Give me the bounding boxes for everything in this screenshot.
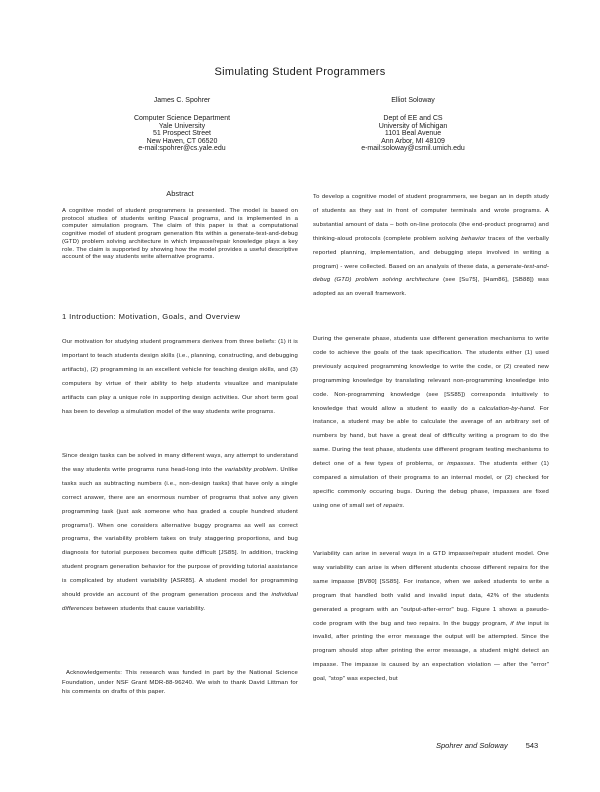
body-paragraph (313, 333, 549, 514)
affiliation-line: University of Michigan (378, 122, 448, 130)
affiliation-line: 1101 Beal Avenue (384, 130, 442, 138)
affiliation-line: New Haven, CT 06520 (146, 137, 218, 145)
affiliation-line: 51 Prospect Street (153, 130, 211, 138)
italic-text: generate-test-and-debug (GTD) problem solving architecture (313, 263, 549, 284)
text-run: input is invalid, after printing the error message the output will be attempted. Since the program should stop after printing the error message, a student might detect an impasse. The impasse is caused by an expectation violation — after the "error" goal, "stop" was expected, but (313, 620, 549, 683)
body-paragraph (313, 548, 549, 687)
affiliation-line: Dept of EE and CS (383, 115, 443, 122)
acknowledgements: Acknowledgements: This research was funded in part by the National Science Foundation, under NSF Grant MDR-88-96240. We wish to thank David Littman for his comments on drafts of this paper. (62, 670, 298, 696)
author-affiliation-1 (62, 115, 302, 153)
page-footer (436, 741, 538, 750)
affiliation-line: Computer Science Department (133, 115, 231, 122)
text-run: Our motivation for studying student programmers derives from three beliefs: (1) it is important to teach students design skills (i.e., planning, constructing, and debugging artifacts), (2) programming is an excellent vehicle for teaching design skills, and (3) computers by virtue of their ability to help students visualize and manipulate artifacts can play a unique role in supporting design activities. Our short term goal has been to develop a simulation model of the way students write programs. (62, 339, 298, 415)
text-run: traces of the verbally reported planning, implementation, and debugging steps involved in writing a program) - were collected. Based on an analysis of these data, a (313, 235, 549, 270)
body-paragraph (62, 450, 298, 617)
abstract-heading: Abstract (166, 189, 194, 198)
author-affiliation-2 (293, 115, 533, 153)
body-paragraph (62, 336, 298, 419)
abstract-text: A cognitive model of student programmers is presented. The model is based on protocol studies of students writing Pascal programs, and is implemented in a computer simulation program. The claim of this paper is that a computational cognitive model of student program generation fits within a generate-test-and-debug (GTD) problem solving architecture in which impasse/repair knowledge plays a key role. The claim is supported by showing how the model provides a useful descriptive account of the way students write alternative programs. (62, 208, 298, 261)
body-paragraph (313, 191, 549, 302)
page-number: 543 (525, 741, 539, 750)
italic-text: behavior (461, 235, 486, 242)
italic-text: impasses (447, 461, 474, 468)
text-run: During the generate phase, students use different generation mechanisms to write code to achieve the goals of the task specification. The students either (1) used previously acquired programming knowledge to write the code, or (2) created new programming knowledge by translating relevant non-programming knowledge into code. Non-programming knowledge (see [SS85]) corresponds intuitively to knowledge that would allow a student to easily do a (313, 336, 549, 412)
text-run: Variability can arise in several ways in a GTD impasse/repair student model. One way variability can arise is when different students choose different repairs for the same impasse [BV80] [SS85]. For instance, when we asked students to write a program that handled both valid and invalid input data, 42% of the students generated a program with an "output-after-error" bug. Figure 1 shows a pseudo-code program with the bug and two repairs. In the buggy program, (313, 551, 549, 627)
italic-text: variability problem (224, 466, 277, 473)
text-run: between students that cause variability. (93, 605, 206, 612)
italic-text: repairs (383, 502, 403, 509)
author-name-2: Elliot Soloway (391, 97, 435, 104)
author-name-1: James C. Spohrer (153, 97, 211, 104)
text-run: . Unlike tasks such as subtracting numbers (i.e., non-design tasks) that have only a single correct answer, there are an enormous number of programs that solve any given programming task (just ask someone who has graded a couple hundred student programs!). When one considers alternative buggy programs as well as correct programs, the variability problem takes on truly staggering proportions, and bug diagnosis for tutorial purposes becomes quite difficult [JS85]. In addition, tracking student program generation behavior for the purpose of providing tutorial assistance is complicated by student variability [ASR85]. A student model for programming should provide an account of the program generation process and the (62, 466, 298, 599)
text-run: . The students either (1) compared a simulation of their programs to an internal model, or (2) checked for specific commonly occuring bugs. During the debug phase, impasses are fixed using one of small set of (313, 461, 549, 509)
text-run: Since design tasks can be solved in many different ways, any attempt to understand the way students write programs runs head-long into the (62, 453, 298, 473)
author-email: e-mail:soloway@csmil.umich.edu (361, 145, 465, 153)
paper-title: Simulating Student Programmers (214, 66, 386, 78)
author-email: e-mail:spohrer@cs.yale.edu (138, 145, 226, 153)
italic-text: if the (510, 620, 526, 627)
text-run: . (402, 502, 405, 509)
affiliation-line: Ann Arbor, MI 48109 (381, 137, 445, 145)
text-run: (see [Su75], [Ham86], [SB88]) was adopted as an overall framework. (313, 277, 549, 298)
italic-text: calculation-by-hand (479, 405, 534, 412)
section-heading: 1 Introduction: Motivation, Goals, and Overview (62, 312, 241, 321)
text-run: To develop a cognitive model of student programmers, we began an in depth study of students as they sat in front of computer terminals and wrote programs. A substantial amount of data – both on-line protocols (the end-product programs) and thinking-aloud protocols (complete problem solving (313, 194, 549, 242)
italic-text: individual differences (62, 592, 298, 612)
text-run: . For instance, a student may be able to calculate the average of an arbitrary set of numbers by hand, but have a great deal of difficulty writing a program to do the same. During the test phase, students use different program testing mechanisms to detect one of a few types of problems, or (313, 405, 550, 468)
running-head: Spohrer and Soloway (436, 741, 508, 750)
affiliation-line: Yale University (158, 122, 206, 130)
